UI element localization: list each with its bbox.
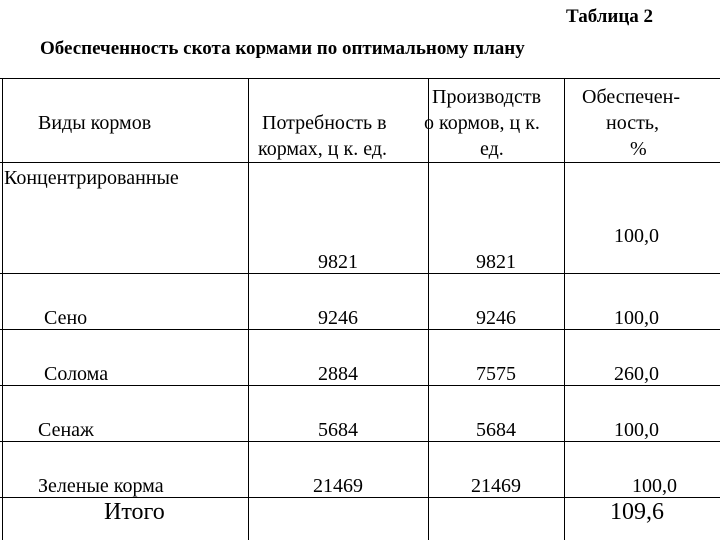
need-value: 5684	[318, 419, 358, 441]
feed-name: Концентрированные	[4, 167, 179, 189]
feed-name: Сенаж	[38, 419, 94, 441]
production-value: 21469	[471, 475, 521, 497]
total-label: Итого	[104, 499, 165, 525]
feed-name: Солома	[44, 363, 109, 385]
header-bottom-border	[0, 162, 720, 163]
feed-name: Сено	[44, 307, 88, 329]
header-supply-line: %	[630, 138, 647, 160]
production-value: 9821	[476, 251, 516, 273]
header-supply-line: Обеспечен-	[582, 86, 680, 108]
total-supply-value: 109,6	[610, 499, 664, 525]
header-need-line: Потребность в	[262, 112, 387, 134]
supply-value: 260,0	[614, 363, 659, 385]
header-production-line: ед.	[480, 138, 504, 160]
supply-value: 100,0	[632, 475, 677, 497]
supply-value: 100,0	[614, 307, 659, 329]
header-production-line: о кормов, ц к.	[424, 112, 540, 134]
need-value: 21469	[313, 475, 363, 497]
header-need-line: кормах, ц к. ед.	[258, 138, 388, 160]
header-supply-line: ность,	[606, 112, 659, 134]
header-production-line: Производств	[432, 86, 542, 108]
production-value: 7575	[476, 363, 516, 385]
production-value: 5684	[476, 419, 516, 441]
need-value: 2884	[318, 363, 358, 385]
table-title: Обеспеченность скота кормами по оптимальному плану	[40, 38, 525, 59]
table-number: Таблица 2	[566, 6, 654, 27]
need-value: 9246	[318, 307, 358, 329]
production-value: 9246	[476, 307, 516, 329]
supply-value: 100,0	[614, 225, 659, 247]
supply-value: 100,0	[614, 419, 659, 441]
table-top-border	[0, 78, 720, 79]
header-feed-type: Виды кормов	[38, 112, 152, 134]
need-value: 9821	[318, 251, 358, 273]
column-divider	[564, 78, 565, 540]
feed-name: Зеленые корма	[38, 475, 164, 497]
table-left-border	[2, 78, 3, 540]
